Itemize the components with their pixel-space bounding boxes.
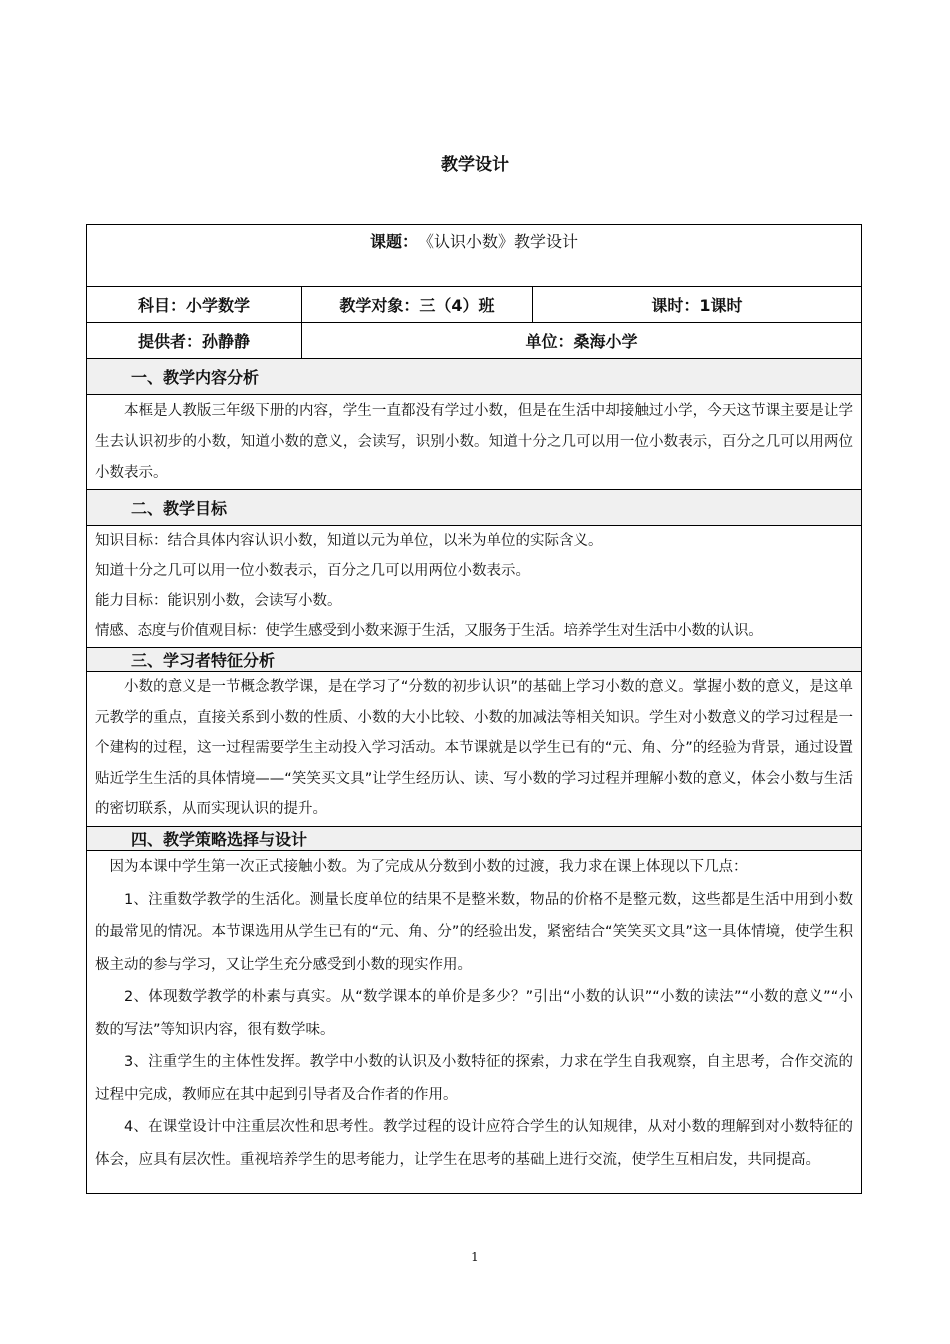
- period-cell: 课时：1课时: [532, 287, 861, 322]
- section-3-paragraph: 小数的意义是一节概念教学课，是在学习了“分数的初步认识”的基础上学习小数的意义。掌握小数的意义，是这单元教学的重点，直接关系到小数的性质、小数的大小比较、小数的加减法等相关知识。学生对小数意义的学习过程是一个建构的过程，这一过程需要学生主动投入学习活动。本节课就是以学生已有的“元、角、分”的经验为背景，通过设置贴近学生生活的具体情境——“笑笑买文具”让学生经历认、读、写小数的学习过程并理解小数的意义，体会小数与生活的密切联系，从而实现认识的提升。: [95, 679, 853, 817]
- page-title: 教学设计: [441, 155, 509, 175]
- section-3-heading: 三、学习者特征分析: [87, 648, 861, 672]
- info-row: [87, 287, 861, 323]
- provider-cell: 提供者：孙静静: [137, 332, 250, 351]
- lesson-plan-table: [86, 224, 862, 1194]
- section-1-heading: 一、教学内容分析: [87, 359, 861, 395]
- strategy-intro: 因为本课中学生第一次正式接触小数。为了完成从分数到小数的过渡，我力求在课上体现以下几点：: [109, 859, 748, 875]
- strategy-point-3: 3、注重学生的主体性发挥。教学中小数的认识及小数特征的探索，力求在学生自我观察，自主思考，合作交流的过程中完成，教师应在其中起到引导者及合作者的作用。: [95, 1054, 853, 1103]
- strategy-point-2: 2、体现数学教学的朴素与真实。从“数学课本的单价是多少？”引出“小数的认识”“小数的读法”“小数的意义”“小数的写法”等知识内容，很有数学味。: [95, 989, 853, 1038]
- provider-row: [87, 323, 861, 359]
- section-1-paragraph: 本框是人教版三年级下册的内容，学生一直都没有学过小数，但是在生活中却接触过小学，今天这节课主要是让学生去认识初步的小数，知道小数的意义，会读写，识别小数。知道十分之几可以用一位小数表示，百分之几可以用两位小数表示。: [95, 403, 853, 481]
- topic-value: 《认识小数》教学设计: [418, 232, 579, 251]
- section-4-body: [87, 851, 861, 1193]
- topic-cell: [87, 225, 861, 286]
- section-4-heading: 四、教学策略选择与设计: [87, 827, 861, 851]
- strategy-point-4: 4、在课堂设计中注重层次性和思考性。教学过程的设计应符合学生的认知规律，从对小数的理解到对小数特征的体会，应具有层次性。重视培养学生的思考能力，让学生在思考的基础上进行交流，使学生互相启发，共同提高。: [95, 1119, 853, 1168]
- audience-cell: 教学对象：三（4）班: [301, 287, 532, 322]
- strategy-point-1: 1、注重数学教学的生活化。测量长度单位的结果不是整米数，物品的价格不是整元数，这些都是生活中用到小数的最常见的情况。本节课选用从学生已有的“元、角、分”的经验出发，紧密结合“笑笑买文具”这一具体情境，使学生积极主动的参与学习，又让学生充分感受到小数的现实作用。: [95, 891, 853, 973]
- page-number: 1: [471, 1250, 479, 1264]
- section-2-heading: 二、教学目标: [87, 490, 861, 526]
- topic-row: [87, 225, 861, 287]
- objective-knowledge: 知识目标：结合具体内容认识小数，知道以元为单位，以米为单位的实际含义。: [95, 533, 603, 549]
- subject-cell: 科目：小学数学: [137, 296, 250, 315]
- unit-cell: 单位：桑海小学: [301, 323, 861, 358]
- section-2-body: [87, 526, 861, 648]
- objective-knowledge-cont: 知道十分之几可以用一位小数表示，百分之几可以用两位小数表示。: [95, 563, 530, 579]
- objective-ability: 能力目标：能识别小数，会读写小数。: [95, 593, 342, 609]
- section-3-body: [87, 672, 861, 827]
- topic-label: 课题：: [369, 232, 418, 251]
- objective-emotion: 情感、态度与价值观目标：使学生感受到小数来源于生活，又服务于生活。培养学生对生活中小数的认识。: [95, 623, 763, 639]
- section-1-body: [87, 395, 861, 490]
